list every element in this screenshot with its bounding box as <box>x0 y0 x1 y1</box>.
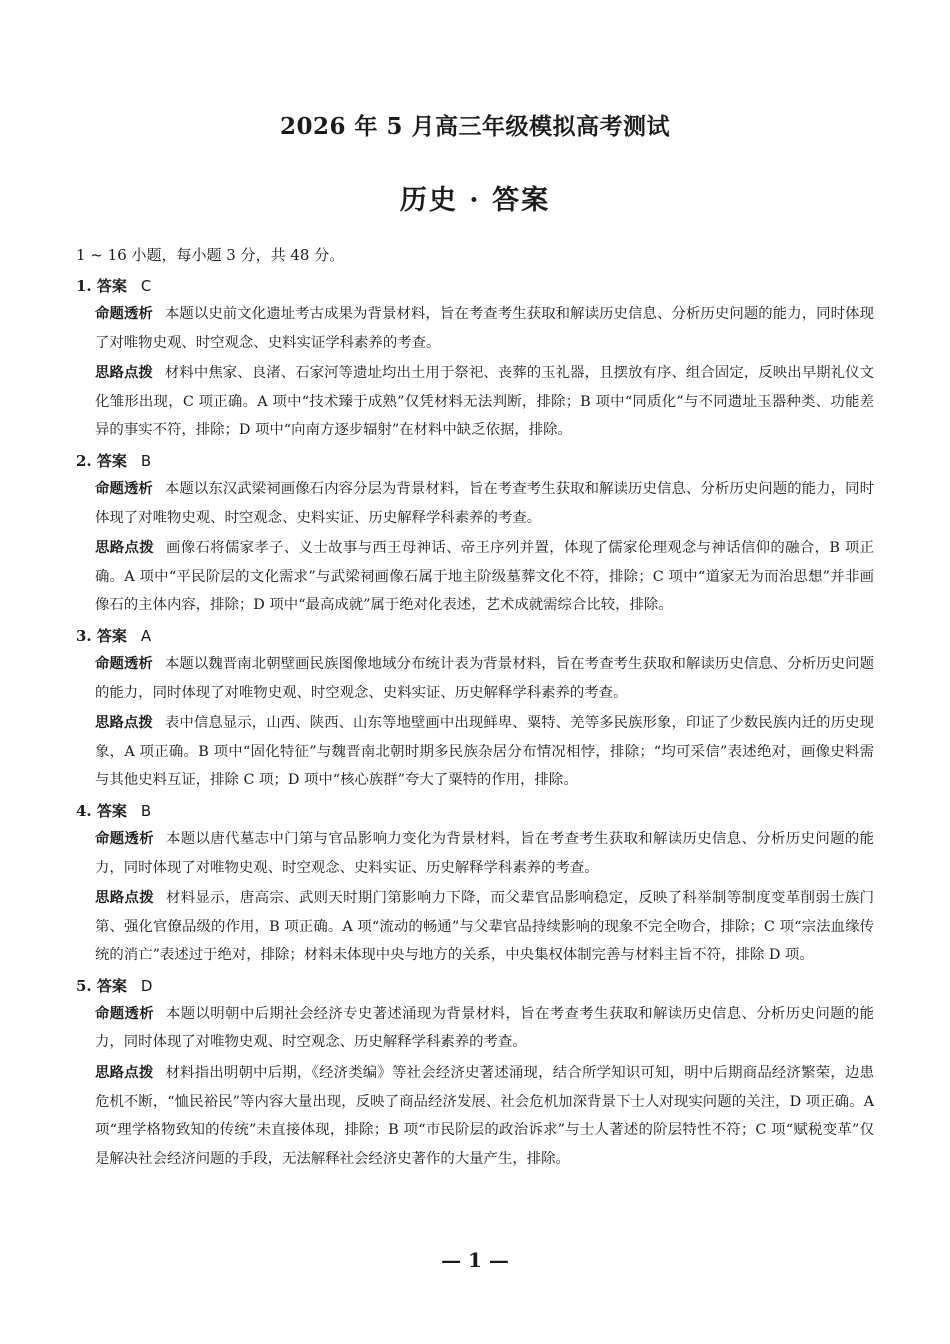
analysis-paragraph <box>76 650 874 707</box>
answer-letter: B <box>140 801 152 820</box>
question-heading <box>76 798 874 825</box>
answer-letter: A <box>140 626 152 645</box>
hint-tag: 思路点拨 <box>95 365 153 382</box>
answer-letter: B <box>140 451 152 470</box>
hint-paragraph <box>76 359 874 445</box>
answer-label: 答案 <box>96 626 127 645</box>
analysis-tag: 命题透析 <box>95 830 155 847</box>
question-heading <box>76 973 874 1000</box>
section-intro: 1 ~ 16 小题，每小题 3 分，共 48 分。 <box>76 246 345 264</box>
analysis-paragraph <box>76 1000 874 1057</box>
question-heading <box>76 273 874 300</box>
hint-paragraph <box>76 534 874 620</box>
answer-label: 答案 <box>96 451 127 470</box>
hint-tag: 思路点拨 <box>95 715 153 732</box>
hint-text: 材料指出明朝中后期，《经济类编》等社会经济史著述涌现，结合所学知识可知，明中后期商品经济繁荣，边患危机不断，“恤民裕民”等内容大量出现，反映了商品经济发展、社会危机加深背景下士人对现实问题的关注，D 项正确。A 项“理学格物致知的传统”未直接体现，排除；B 项“市民阶层的政治诉求”与士人著述的阶层特性不符；C 项“赋税变革”仅是解决社会经济问题的手段，无法解释社会经济史著作的大量产生，排除。 <box>95 1065 874 1167</box>
analysis-paragraph <box>76 825 874 882</box>
question-number: 4. <box>76 801 92 820</box>
question-3 <box>76 623 874 795</box>
page-title: 2026 年 5 月高三年级模拟高考测试 <box>279 113 671 140</box>
answer-letter: C <box>140 277 152 295</box>
analysis-tag: 命题透析 <box>95 480 153 497</box>
analysis-text: 本题以史前文化遗址考古成果为背景材料，旨在考查考生获取和解读历史信息、分析历史问题的能力，同时体现了对唯物史观、时空观念、史料实证学科素养的考查。 <box>95 306 874 351</box>
hint-text: 画像石将儒家孝子、义士故事与西王母神话、帝王序列并置，体现了儒家伦理观念与神话信仰的融合，B 项正确。A 项中“平民阶层的文化需求”与武梁祠画像石属于地主阶级墓葬文化不符，排除；C 项中“道家无为而治思想”并非画像石的主体内容，排除；D 项中“最高成就”属于绝对化表述，艺术成就需综合比较，排除。 <box>95 540 874 614</box>
analysis-tag: 命题透析 <box>95 306 153 322</box>
analysis-text: 本题以明朝中后期社会经济专史著述涌现为背景材料，旨在考查考生获取和解读历史信息、分析历史问题的能力，同时体现了对唯物史观、时空观念、历史解释学科素养的考查。 <box>95 1005 874 1051</box>
question-4 <box>76 798 874 970</box>
question-5 <box>76 973 874 1174</box>
answer-content <box>76 242 874 1176</box>
question-number: 1. <box>76 277 92 295</box>
hint-paragraph <box>76 1059 874 1173</box>
question-number: 5. <box>76 976 92 995</box>
hint-tag: 思路点拨 <box>95 540 154 557</box>
hint-text: 材料中焦家、良渚、石家河等遗址均出土用于祭祀、丧葬的玉礼器，且摆放有序、组合固定，反映出早期礼仪文化雏形出现，C 项正确。A 项中“技术臻于成熟”仅凭材料无法判断，排除；B 项中“同质化”与不同遗址玉器种类、功能差异的事实不符，排除；D 项中“向南方逐步辐射”在材料中缺乏依据，排除。 <box>95 365 874 439</box>
answer-letter: D <box>140 976 153 995</box>
hint-paragraph <box>76 884 874 970</box>
question-number: 3. <box>76 626 92 645</box>
question-heading <box>76 623 874 650</box>
hint-text: 材料显示，唐高宗、武则天时期门第影响力下降，而父辈官品影响稳定，反映了科举制等制度变革削弱士族门第、强化官僚品级的作用，B 项正确。A 项“流动的畅通”与父辈官品持续影响的现象不完全吻合，排除；C 项“宗法血缘传统的消亡”表述过于绝对，排除；材料未体现中央与地方的关系，中央集权体制完善与材料主旨不符，排除 D 项。 <box>95 890 874 964</box>
page-number: — 1 — <box>441 1248 509 1272</box>
analysis-paragraph <box>76 475 874 532</box>
analysis-text: 本题以东汉武梁祠画像石内容分层为背景材料，旨在考查考生获取和解读历史信息、分析历史问题的能力，同时体现了对唯物史观、时空观念、史料实证、历史解释学科素养的考查。 <box>95 480 874 526</box>
answer-label: 答案 <box>96 277 127 295</box>
page-subtitle: 历史 · 答案 <box>399 185 551 216</box>
hint-text: 表中信息显示，山西、陕西、山东等地壁画中出现鲜卑、粟特、羌等多民族形象，印证了少数民族内迁的历史现象，A 项正确。B 项中“固化特征”与魏晋南北朝时期多民族杂居分布情况相悖，排除；“均可采信”表述绝对，画像史料需与其他史料互证，排除 C 项；D 项中“核心族群”夸大了粟特的作用，排除。 <box>95 715 874 789</box>
question-2 <box>76 448 874 620</box>
hint-tag: 思路点拨 <box>95 1065 154 1082</box>
analysis-text: 本题以魏晋南北朝壁画民族图像地域分布统计表为背景材料，旨在考查考生获取和解读历史信息、分析历史问题的能力，同时体现了对唯物史观、时空观念、史料实证、历史解释学科素养的考查。 <box>95 655 874 701</box>
hint-paragraph <box>76 709 874 795</box>
answer-label: 答案 <box>96 801 127 820</box>
analysis-tag: 命题透析 <box>95 1005 155 1022</box>
question-1 <box>76 273 874 445</box>
hint-tag: 思路点拨 <box>95 890 155 907</box>
analysis-paragraph <box>76 300 874 357</box>
analysis-tag: 命题透析 <box>95 655 153 672</box>
question-heading <box>76 448 874 475</box>
analysis-text: 本题以唐代墓志中门第与官品影响力变化为背景材料，旨在考查考生获取和解读历史信息、分析历史问题的能力，同时体现了对唯物史观、时空观念、史料实证、历史解释学科素养的考查。 <box>95 830 874 876</box>
question-number: 2. <box>76 451 92 470</box>
answer-label: 答案 <box>96 976 127 995</box>
